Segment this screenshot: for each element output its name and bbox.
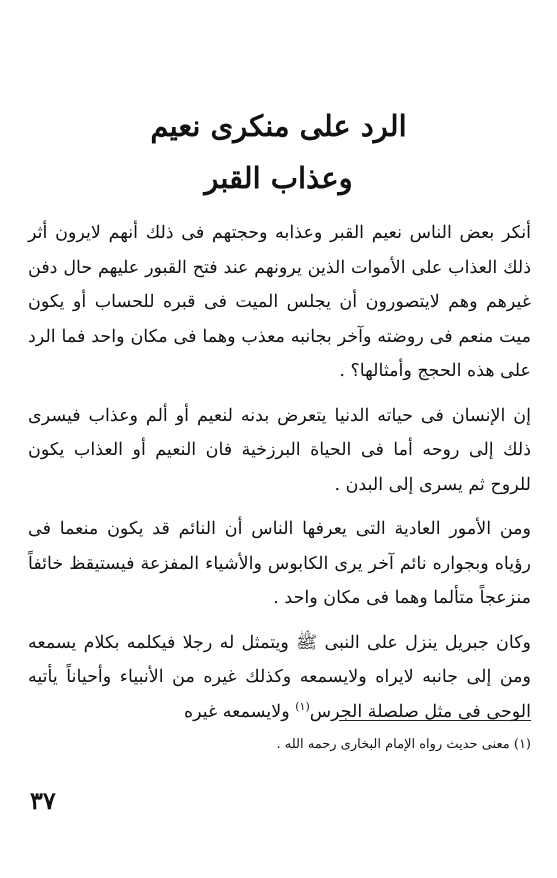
- paragraph-4-text: وكان جبريل ينزل على النبى ﷺ ويتمثل له رجلا فيكلمه بكلام يسمعه ومن إلى جانبه لايراه ولايسمعه وكذلك غيره من الأنبياء وأحياناً يأتيه الوحى فى مثل صلصلة الجرس: [28, 632, 531, 722]
- paragraph-4-tail: ولايسمعه غيره: [183, 701, 296, 722]
- title-line-1: الرد على منكرى نعيم: [150, 109, 407, 143]
- footnote-marker: (١): [295, 699, 310, 713]
- paragraph-4: [28, 626, 531, 730]
- page-number: ٣٧: [30, 786, 56, 815]
- title-line-2: وعذاب القبر: [204, 161, 353, 195]
- paragraph-2: إن الإنسان فى حياته الدنيا يتعرض بدنه لنعيم أو ألم وعذاب فيسرى ذلك إلى روحه أما فى الحياة البرزخية فان النعيم أو العذاب يكون للروح ثم يسرى إلى البدن .: [28, 405, 531, 495]
- footnote-divider: [339, 720, 531, 721]
- paragraph-1: أنكر بعض الناس نعيم القبر وعذابه وحجتهم فى ذلك أنهم لايرون أثر ذلك العذاب على الأموات الذين يرونهم عند فتح القبور عليهم حال دفن غيرهم وهم لايتصورون أن يجلس الميت فى قبره للحساب أو يكون ميت منعم فى روضته وآخر بجانبه معذب وهما فى مكان واحد فما الرد على هذه الحجج وأمثالها؟ .: [28, 223, 531, 381]
- footnote: (١) معنى حديث رواه الإمام البخارى رحمه الله .: [276, 737, 531, 752]
- chapter-title: [30, 100, 527, 204]
- body-text: [28, 216, 531, 739]
- paragraph-3: ومن الأمور العادية التى يعرفها الناس أن النائم قد يكون منعما فى رؤياه وبجواره نائم آخر يرى الكابوس والأشياء المفزعة فيستيقظ خائفاً منزعجاً متألما وهما فى مكان واحد .: [28, 519, 531, 608]
